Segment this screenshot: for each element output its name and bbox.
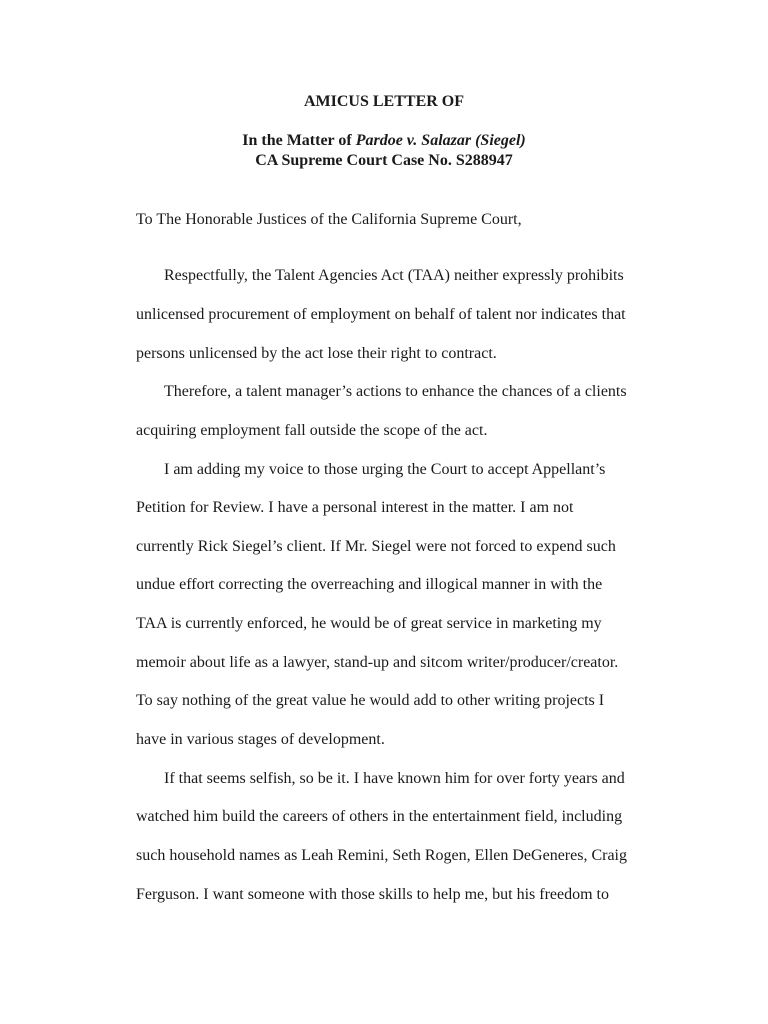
- body-line: currently Rick Siegel’s client. If Mr. Siegel were not forced to expend such: [136, 538, 616, 555]
- matter-line: [0, 131, 768, 151]
- body-line: Petition for Review. I have a personal interest in the matter. I am not: [136, 499, 574, 516]
- salutation: To The Honorable Justices of the California Supreme Court,: [136, 211, 522, 228]
- body-line: watched him build the careers of others in the entertainment field, including: [136, 808, 623, 825]
- body-line: Ferguson. I want someone with those skills to help me, but his freedom to: [136, 886, 609, 903]
- case-number-line: CA Supreme Court Case No. S288947: [255, 152, 513, 169]
- letter-title: AMICUS LETTER OF: [303, 93, 465, 110]
- body-line: I am adding my voice to those urging the Court to accept Appellant’s: [164, 461, 606, 478]
- body-line: undue effort correcting the overreaching and illogical manner in with the: [136, 576, 603, 593]
- body-line: such household names as Leah Remini, Seth Rogen, Ellen DeGeneres, Craig: [136, 847, 627, 864]
- matter-prefix: In the Matter of: [242, 132, 356, 149]
- body-line: unlicensed procurement of employment on behalf of talent nor indicates that: [136, 306, 626, 323]
- body-line: persons unlicensed by the act lose their right to contract.: [136, 345, 497, 362]
- body-line: acquiring employment fall outside the scope of the act.: [136, 422, 488, 439]
- body-line: To say nothing of the great value he would add to other writing projects I: [136, 692, 605, 709]
- body-line: If that seems selfish, so be it. I have known him for over forty years and: [164, 770, 625, 787]
- matter-case-name: Pardoe v. Salazar (Siegel): [355, 132, 526, 149]
- body-line: have in various stages of development.: [136, 731, 385, 748]
- body-line: Respectfully, the Talent Agencies Act (TAA) neither expressly prohibits: [164, 267, 624, 284]
- body-line: Therefore, a talent manager’s actions to enhance the chances of a clients: [164, 383, 627, 400]
- body-line: TAA is currently enforced, he would be of great service in marketing my: [136, 615, 602, 632]
- body-line: memoir about life as a lawyer, stand-up and sitcom writer/producer/creator.: [136, 654, 619, 671]
